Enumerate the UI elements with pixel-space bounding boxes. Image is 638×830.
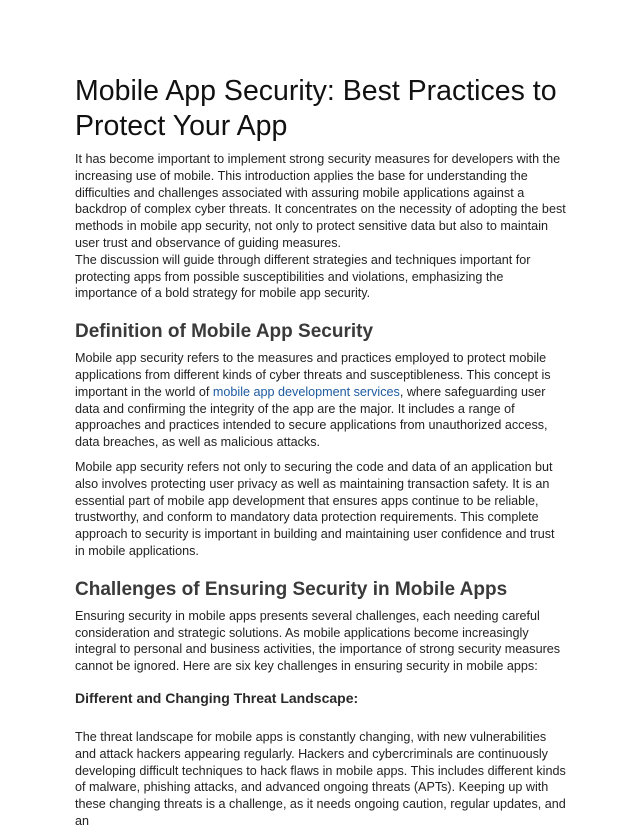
definition-text-after-link: , where safeguarding user data and confirming the integrity of the app are the major. It includes a range of approaches and practices intended to secure applications from unauthorized access, data breaches, as well as malicious attacks. <box>75 384 548 450</box>
challenges-heading: Challenges of Ensuring Security in Mobile Apps <box>75 578 508 600</box>
definition-heading: Definition of Mobile App Security <box>75 321 374 343</box>
page-title: Mobile App Security: Best Practices to Protect Your App <box>75 75 557 142</box>
definition-paragraph-1 <box>75 350 567 451</box>
threat-landscape-subheading: Different and Changing Threat Landscape: <box>75 689 359 706</box>
mobile-app-development-services-link[interactable]: mobile app development services <box>212 384 400 399</box>
threat-landscape-paragraph: The threat landscape for mobile apps is constantly changing, with new vulnerabilities and attack hackers appearing regularly. Hackers and cybercriminals are continuously developing difficult techniques to hack flaws in mobile apps. This includes different kinds of malware, phishing attacks, and advanced ongoing threats (APTs). Keeping up with these changing threats is a challenge, as it needs ongoing caution, regular updates, and an <box>75 729 566 828</box>
intro-paragraph-2: The discussion will guide through different strategies and techniques important for protecting apps from possible susceptibilities and violations, emphasizing the importance of a bold strategy for mobile app security. <box>75 252 531 301</box>
definition-text-before-link: Mobile app security refers to the measures and practices employed to protect mobile applications from different kinds of cyber threats and susceptibleness. This concept is important in the world of <box>75 351 551 399</box>
intro-paragraph-1: It has become important to implement strong security measures for developers with the increasing use of mobile. This introduction applies the base for understanding the difficulties and challenges associated with assuring mobile applications against a backdrop of complex cyber threats. It concentrates on the necessity of adopting the best methods in mobile app security, not only to protect sensitive data but also to maintain user trust and observance of guiding measures. <box>75 152 566 250</box>
challenges-paragraph-1: Ensuring security in mobile apps presents several challenges, each needing careful consideration and strategic solutions. As mobile applications become increasingly integral to personal and business activities, the importance of strong security measures cannot be ignored. Here are six key challenges in ensuring security in mobile apps: <box>75 608 561 674</box>
document-page <box>75 74 567 830</box>
definition-paragraph-2: Mobile app security refers not only to securing the code and data of an application but also involves protecting user privacy as well as maintaining transaction safety. It is an essential part of mobile app development that ensures apps continue to be reliable, trustworthy, and conform to mandatory data protection requirements. This complete approach to security is important in building and maintaining user confidence and trust in mobile applications. <box>75 459 555 558</box>
